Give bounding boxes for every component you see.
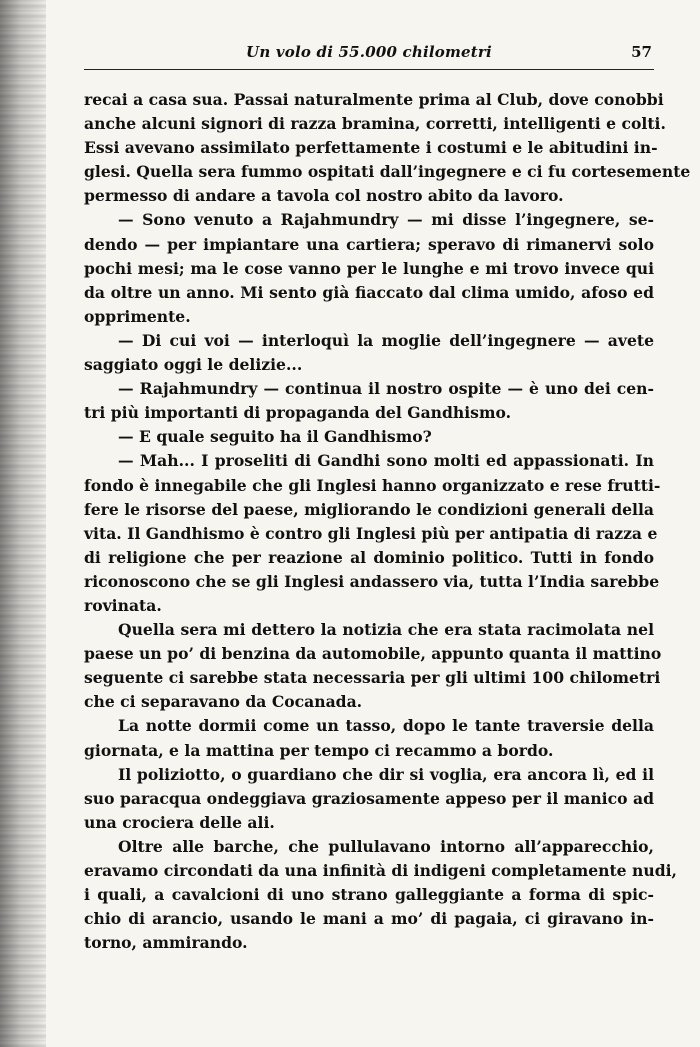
text-line: riconoscono che se gli Inglesi andassero via, tutta l’India sarebbe xyxy=(84,571,660,591)
text-line: una crociera delle ali. xyxy=(84,812,275,832)
text-line: chio di arancio, usando le mani a mo’ di pagaia, ci giravano in- xyxy=(84,909,654,929)
text-line: torno, ammirando. xyxy=(84,933,248,953)
text-line: giornata, e la mattina per tempo ci recammo a bordo. xyxy=(84,740,554,760)
page-body xyxy=(84,88,691,955)
text-line: che ci separavano da Cocanada. xyxy=(84,692,363,712)
text-line: di religione che per reazione al dominio politico. Tutti in fondo xyxy=(84,547,654,567)
text-line: anche alcuni signori di razza bramina, corretti, intelligenti e colti. xyxy=(84,114,666,134)
text-line: paese un po’ di benzina da automobile, appunto quanta il mattino xyxy=(84,644,662,664)
text-line: da oltre un anno. Mi sento già fiaccato dal clima umido, afoso ed xyxy=(84,282,654,302)
text-line: — Di cui voi — interloquì la moglie dell’ingegnere — avete xyxy=(118,330,654,350)
page-number: 57 xyxy=(631,43,652,61)
running-title: Un volo di 55.000 chilometri xyxy=(246,43,492,61)
text-line: recai a casa sua. Passai naturalmente prima al Club, dove conobbi xyxy=(84,90,664,109)
text-line: dendo — per impiantare una cartiera; speravo di rimanervi solo xyxy=(84,234,654,254)
text-line: pochi mesi; ma le cose vanno per le lunghe e mi trovo invece qui xyxy=(84,258,654,278)
text-line: — Rajahmundry — continua il nostro ospite — è uno dei cen- xyxy=(118,379,654,399)
text-line: — Sono venuto a Rajahmundry — mi disse l’ingegnere, se- xyxy=(118,210,654,230)
header-rule xyxy=(84,69,654,70)
text-line: fondo è innegabile che gli Inglesi hanno organizzato e rese frutti- xyxy=(84,475,661,495)
text-line: suo paracqua ondeggiava graziosamente appeso per il manico ad xyxy=(84,788,654,808)
text-line: vita. Il Gandhismo è contro gli Inglesi più per antipatia di razza e xyxy=(84,523,658,543)
text-line: fere le risorse del paese, migliorando le condizioni generali della xyxy=(84,499,654,519)
text-line: opprimente. xyxy=(84,306,191,326)
text-line: saggiato oggi le delizie... xyxy=(84,355,303,375)
page-header xyxy=(84,40,654,70)
text-line: Quella sera mi dettero la notizia che era stata racimolata nel xyxy=(118,620,654,640)
text-line: eravamo circondati da una infinità di indigeni completamente nudi, xyxy=(84,861,677,880)
text-line: glesi. Quella sera fummo ospitati dall’ingegnere e ci fu cortesemente xyxy=(84,162,691,182)
text-line: Oltre alle barche, che pullulavano intorno all’apparecchio, xyxy=(118,836,654,856)
text-line: i quali, a cavalcioni di uno strano galleggiante a forma di spic- xyxy=(84,885,654,905)
text-line: permesso di andare a tavola col nostro abito da lavoro. xyxy=(84,186,564,206)
text-line: rovinata. xyxy=(84,595,162,615)
book-binding-shadow xyxy=(0,0,46,1047)
text-line: — E quale seguito ha il Gandhismo? xyxy=(118,427,432,447)
text-line: seguente ci sarebbe stata necessaria per gli ultimi 100 chilometri xyxy=(84,668,661,688)
text-line: — Mah... I proseliti di Gandhi sono molti ed appassionati. In xyxy=(118,451,654,471)
text-line: Essi avevano assimilato perfettamente i costumi e le abitudini in- xyxy=(84,138,658,158)
text-line: La notte dormii come un tasso, dopo le tante traversie della xyxy=(118,716,654,736)
text-line: tri più importanti di propaganda del Gandhismo. xyxy=(84,403,512,423)
text-line: Il poliziotto, o guardiano che dir si voglia, era ancora lì, ed il xyxy=(118,764,654,784)
